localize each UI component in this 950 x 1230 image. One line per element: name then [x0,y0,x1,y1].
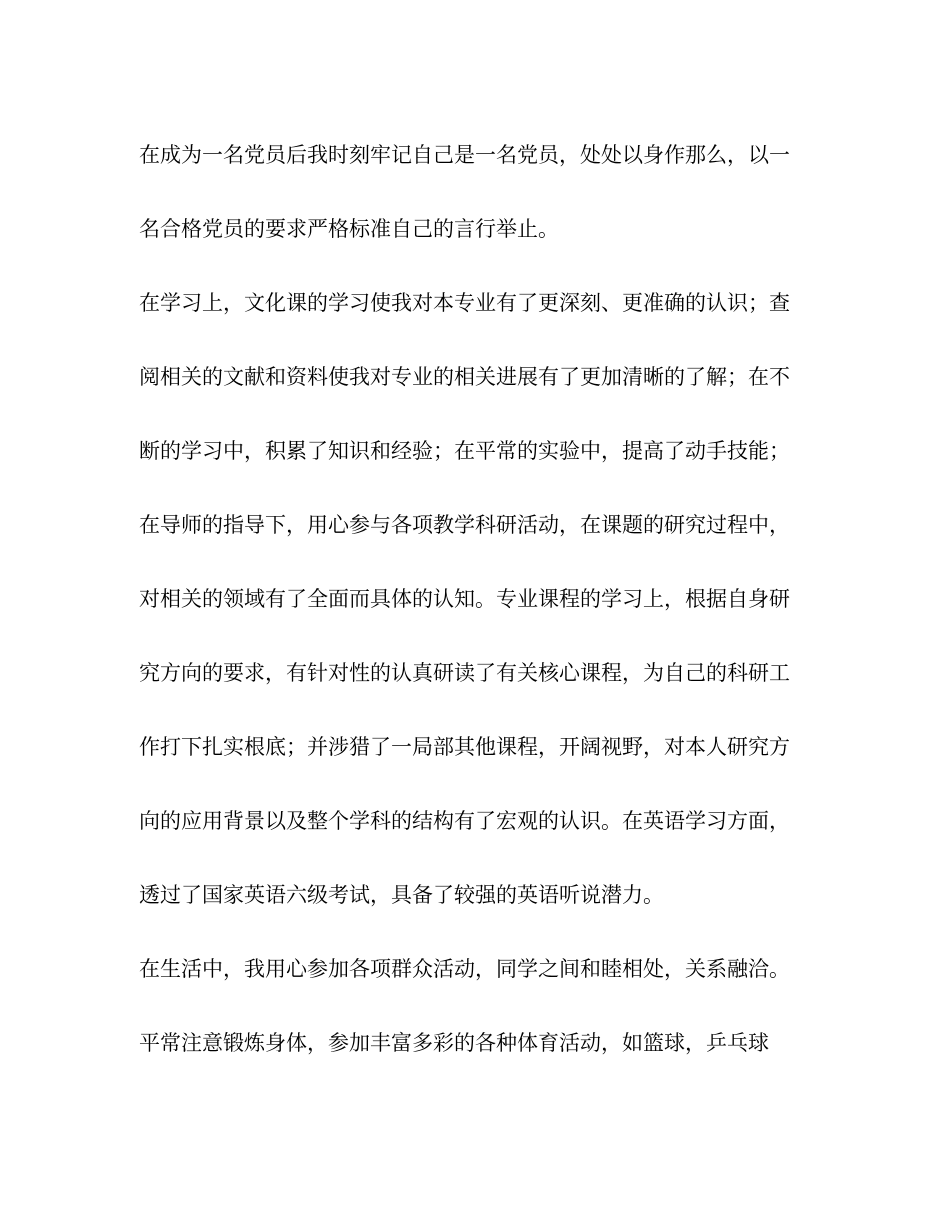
text-line: 向的应用背景以及整个学科的结构有了宏观的认识。在英语学习方面， [139,809,790,833]
text-line: 断的学习中，积累了知识和经验；在平常的实验中，提高了动手技能； [139,439,790,463]
text-line: 在导师的指导下，用心参与各项教学科研活动，在课题的研究过程中， [139,513,790,537]
text-line: 透过了国家英语六级考试，具备了较强的英语听说潜力。 [139,883,664,907]
text-line: 在生活中，我用心参加各项群众活动，同学之间和睦相处，关系融洽。 [139,957,790,981]
text-line: 阅相关的文献和资料使我对专业的相关进展有了更加清晰的了解；在不 [139,365,790,389]
text-line: 名合格党员的要求严格标准自己的言行举止。 [139,217,559,241]
text-line: 在学习上，文化课的学习使我对本专业有了更深刻、更准确的认识；查 [139,291,790,315]
text-line: 究方向的要求，有针对性的认真研读了有关核心课程，为自己的科研工 [139,661,790,685]
text-line: 平常注意锻炼身体，参加丰富多彩的各种体育活动，如篮球，乒乓球 [139,1031,769,1055]
text-line: 对相关的领域有了全面而具体的认知。专业课程的学习上，根据自身研 [139,587,790,611]
text-line: 在成为一名党员后我时刻牢记自己是一名党员，处处以身作那么，以一 [139,143,790,167]
text-line: 作打下扎实根底；并涉猎了一局部其他课程，开阔视野，对本人研究方 [139,735,790,759]
